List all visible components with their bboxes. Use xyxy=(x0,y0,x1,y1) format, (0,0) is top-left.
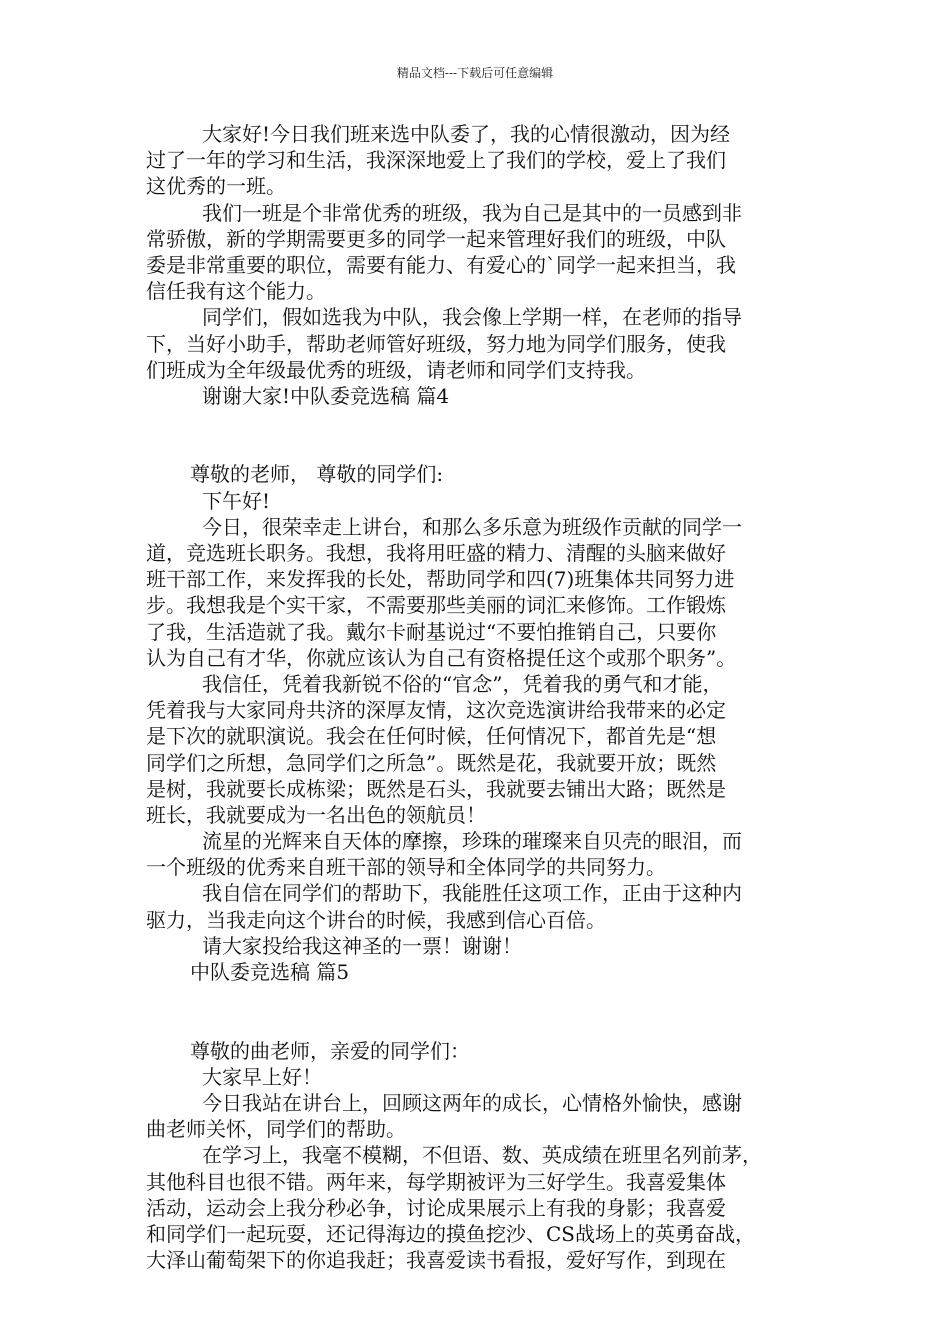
greeting: 尊敬的曲老师，亲爱的同学们： xyxy=(190,1038,470,1063)
text-line: 信任我有这个能力。 xyxy=(146,279,326,304)
text-line: 凭着我与大家同舟共济的深厚友情，这次竞选演讲给我带来的必定 xyxy=(146,698,726,723)
section-title: 谢谢大家!中队委竞选稿 篇4 xyxy=(202,383,450,408)
text-line: 我们一班是个非常优秀的班级，我为自己是其中的一员感到非 xyxy=(202,200,742,225)
text-line: 是下次的就职演说。我会在任何时候，任何情况下，都首先是“想 xyxy=(146,724,717,749)
text-line: 曲老师关怀，同学们的帮助。 xyxy=(146,1117,406,1142)
text-line: 们班成为全年级最优秀的班级，请老师和同学们支持我。 xyxy=(146,357,646,382)
text-line: 今日，很荣幸走上讲台，和那么多乐意为班级作贡献的同学一 xyxy=(202,514,742,539)
text-line: 和同学们一起玩耍，还记得海边的摸鱼挖沙、CS战场上的英勇奋战， xyxy=(146,1221,756,1246)
text-line: 同学们，假如选我为中队，我会像上学期一样，在老师的指导 xyxy=(202,305,742,330)
greeting: 大家早上好！ xyxy=(202,1064,322,1089)
text-line: 委是非常重要的职位，需要有能力、有爱心的`同学一起来担当，我 xyxy=(146,252,736,277)
text-line: 认为自己有才华，你就应该认为自己有资格提任这个或那个职务”。 xyxy=(146,645,737,670)
text-line: 是树，我就要长成栋梁；既然是石头，我就要去铺出大路；既然是 xyxy=(146,776,726,801)
text-line: 一个班级的优秀来自班干部的领导和全体同学的共同努力。 xyxy=(146,855,666,880)
text-line: 同学们之所想，急同学们之所急”。既然是花，我就要开放；既然 xyxy=(146,750,717,775)
text-line: 请大家投给我这神圣的一票！谢谢！ xyxy=(202,933,522,958)
text-line: 其他科目也很不错。两年来，每学期被评为三好学生。我喜爱集体 xyxy=(146,1169,726,1194)
text-line: 活动，运动会上我分秒必争，讨论成果展示上有我的身影；我喜爱 xyxy=(146,1195,726,1220)
text-line: 过了一年的学习和生活，我深深地爱上了我们的学校，爱上了我们 xyxy=(146,148,726,173)
page-header: 精品文档---下载后可任意编辑 xyxy=(396,66,554,80)
text-line: 驱力，当我走向这个讲台的时候，我感到信心百倍。 xyxy=(146,907,606,932)
text-line: 班干部工作，来发挥我的长处，帮助同学和四(7)班集体共同努力进 xyxy=(146,567,735,592)
text-line: 道，竞选班长职务。我想，我将用旺盛的精力、清醒的头脑来做好 xyxy=(146,541,726,566)
text-line: 我信任，凭着我新锐不俗的“官念”，凭着我的勇气和才能， xyxy=(202,671,723,696)
greeting: 下午好! xyxy=(202,488,271,513)
greeting: 尊敬的老师， 尊敬的同学们: xyxy=(190,462,444,487)
text-line: 了我，生活造就了我。戴尔卡耐基说过“不要怕推销自己，只要你 xyxy=(146,619,717,644)
text-line: 这优秀的一班。 xyxy=(146,174,286,199)
text-line: 步。我想我是个实干家，不需要那些美丽的词汇来修饰。工作锻炼 xyxy=(146,593,726,618)
text-line: 今日我站在讲台上，回顾这两年的成长，心情格外愉快，感谢 xyxy=(202,1090,742,1115)
section-title: 中队委竞选稿 篇5 xyxy=(190,960,350,985)
text-line: 常骄傲，新的学期需要更多的同学一起来管理好我们的班级，中队 xyxy=(146,226,726,251)
text-line: 我自信在同学们的帮助下，我能胜任这项工作，正由于这种内 xyxy=(202,881,742,906)
text-line: 大泽山葡萄架下的你追我赶；我喜爱读书看报，爱好写作，到现在 xyxy=(146,1248,726,1273)
text-line: 下，当好小助手，帮助老师管好班级，努力地为同学们服务，使我 xyxy=(146,331,726,356)
document-body xyxy=(146,121,812,1273)
text-line: 在学习上，我毫不模糊，不但语、数、英成绩在班里名列前茅， xyxy=(202,1143,762,1168)
text-line: 班长，我就要成为一名出色的领航员！ xyxy=(146,802,486,827)
text-line: 流星的光辉来自天体的摩擦，珍珠的璀璨来自贝壳的眼泪，而 xyxy=(202,829,742,854)
text-line: 大家好!今日我们班来选中队委了，我的心情很激动，因为经 xyxy=(202,122,731,146)
